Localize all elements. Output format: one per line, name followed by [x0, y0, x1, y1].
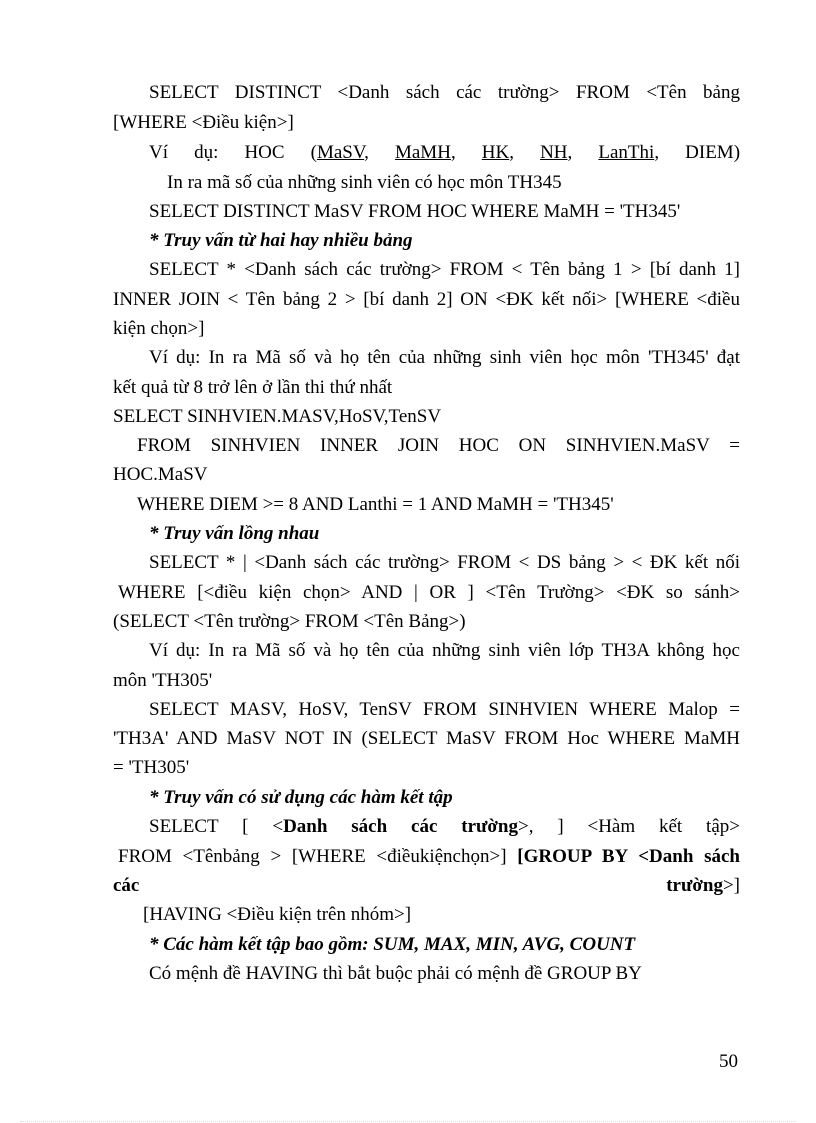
- join-example-description-2: kết quả từ 8 trở lên ở lần thi thứ nhất: [113, 377, 393, 398]
- aggregate-truong: trường>]: [666, 875, 740, 896]
- join-example-from: FROM SINHVIEN INNER JOIN HOC ON SINHVIEN.MaSV =: [137, 435, 740, 456]
- key-field-hk: HK: [481, 142, 510, 163]
- aggregate-field-list: Danh sách các trường: [283, 816, 518, 837]
- section-heading-nested: * Truy vấn lồng nhau: [149, 523, 320, 544]
- section-heading-multi-table: * Truy vấn từ hai hay nhiều bảng: [149, 230, 413, 251]
- aggregate-syntax-line-3: [113, 875, 740, 897]
- join-syntax-line-3: kiện chọn>]: [113, 318, 205, 339]
- page-number: 50: [719, 1051, 738, 1072]
- example-hoc-table: Ví dụ: HOC (MaSV, MaMH, HK, NH, LanThi, DIEM): [149, 142, 741, 163]
- aggregate-functions-note: * Các hàm kết tập bao gồm: SUM, MAX, MIN, AVG, COUNT: [149, 934, 636, 955]
- example-query: SELECT DISTINCT MaSV FROM HOC WHERE MaMH = 'TH345': [149, 201, 681, 222]
- aggregate-group-by: [GROUP BY <Danh sách: [517, 846, 740, 867]
- aggregate-syntax-part-c: >, ] <Hàm kết tập>: [518, 816, 740, 837]
- having-rule-note: Có mệnh đề HAVING thì bắt buộc phải có mệnh đề GROUP BY: [149, 963, 642, 984]
- nested-example-description-2: môn 'TH305': [113, 670, 213, 691]
- nested-example-query-2: 'TH3A' AND MaSV NOT IN (SELECT MaSV FROM Hoc WHERE MaMH: [113, 728, 740, 749]
- nested-example-description-1: Ví dụ: In ra Mã số và họ tên của những sinh viên lớp TH3A không học: [149, 640, 740, 661]
- field-diem: DIEM): [685, 142, 741, 163]
- join-example-from-cont: HOC.MaSV: [113, 464, 208, 485]
- aggregate-from-where: FROM <Tênbảng > [WHERE <điềukiệnchọn>]: [118, 846, 518, 867]
- aggregate-syntax-line-2: [113, 846, 740, 868]
- join-syntax-line-2: INNER JOIN < Tên bảng 2 > [bí danh 2] ON <ĐK kết nối> [WHERE <điều: [113, 289, 740, 310]
- nested-syntax-line-1: SELECT * | <Danh sách các trường> FROM < DS bảng > < ĐK kết nối: [149, 552, 740, 573]
- where-clause-syntax: [WHERE <Điều kiện>]: [113, 112, 294, 133]
- nested-syntax-line-2: WHERE [<điều kiện chọn> AND | OR ] <Tên Trường> <ĐK so sánh>: [118, 582, 740, 603]
- aggregate-cac: các: [113, 875, 140, 896]
- example-description: In ra mã số của những sinh viên có học môn TH345: [167, 172, 562, 193]
- having-syntax: [HAVING <Điều kiện trên nhóm>]: [143, 904, 412, 925]
- key-field-lanthi: LanThi: [598, 142, 655, 163]
- key-field-masv: MaSV: [316, 142, 365, 163]
- aggregate-syntax-part-a: SELECT [ <: [149, 816, 284, 837]
- join-example-description-1: Ví dụ: In ra Mã số và họ tên của những sinh viên học môn 'TH345' đạt: [149, 347, 740, 368]
- page-bottom-divider: [20, 1121, 796, 1122]
- join-syntax-line-1: SELECT * <Danh sách các trường> FROM < Tên bảng 1 > [bí danh 1]: [149, 259, 740, 280]
- join-example-where: WHERE DIEM >= 8 AND Lanthi = 1 AND MaMH = 'TH345': [137, 494, 614, 515]
- select-distinct-syntax: SELECT DISTINCT <Danh sách các trường> FROM <Tên bảng: [149, 82, 740, 103]
- key-field-mamh: MaMH: [394, 142, 451, 163]
- join-example-select: SELECT SINHVIEN.MASV,HoSV,TenSV: [113, 406, 442, 427]
- key-field-nh: NH: [540, 142, 568, 163]
- example-prefix: Ví dụ: HOC (: [149, 142, 317, 163]
- section-heading-aggregate: * Truy vấn có sử dụng các hàm kết tập: [149, 787, 453, 808]
- nested-example-query-1: SELECT MASV, HoSV, TenSV FROM SINHVIEN WHERE Malop =: [149, 699, 740, 720]
- aggregate-syntax-line-1: [113, 816, 740, 838]
- nested-syntax-line-3: (SELECT <Tên trường> FROM <Tên Bảng>): [113, 611, 466, 632]
- nested-example-query-3: = 'TH305': [113, 757, 190, 778]
